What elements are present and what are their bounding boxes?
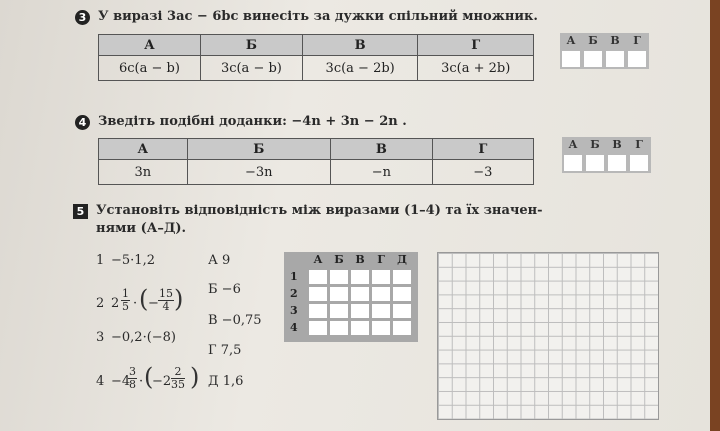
grid-cell-2-3[interactable]	[372, 287, 390, 301]
grid-cell-2-4[interactable]	[393, 287, 411, 301]
q4-option-g: −3	[432, 160, 533, 185]
grid-col-a: А	[313, 253, 323, 266]
grid-cell-1-1[interactable]	[330, 270, 348, 284]
expression-2-open-paren: (	[139, 285, 149, 313]
question-5-text-line2: нями (А–Д).	[96, 221, 187, 236]
question-5-matching-grid	[284, 252, 418, 342]
grid-cell-4-0[interactable]	[309, 321, 327, 335]
expression-2-whole: 2	[111, 296, 120, 311]
grid-cell-4-3[interactable]	[372, 321, 390, 335]
expression-2-number: 2	[96, 296, 105, 311]
question-4-text: Зведіть подібні доданки: −4n + 3n − 2n .	[98, 114, 407, 129]
q3-option-a: 6c(a − b)	[99, 56, 201, 81]
expression-4-number: 4	[96, 374, 105, 389]
value-v: В −0,75	[208, 313, 262, 328]
grid-cell-1-0[interactable]	[309, 270, 327, 284]
expression-2-fraction-2	[158, 288, 174, 313]
q4-header-b: Б	[187, 139, 330, 160]
question-3-answer-grid	[560, 33, 649, 69]
q3-header-v: В	[302, 35, 418, 56]
grid-row-2: 2	[290, 287, 298, 300]
expression-4-numerator-1: 3	[129, 365, 136, 378]
value-g: Г 7,5	[208, 343, 242, 358]
q4-answer-label-v: В	[612, 138, 622, 151]
expression-3-number: 3	[96, 330, 105, 345]
grid-cell-2-0[interactable]	[309, 287, 327, 301]
grid-col-d: Д	[397, 253, 407, 266]
question-5-text-line1: Установіть відповідність між виразами (1–4) та їх значен-	[96, 203, 543, 218]
expression-2-fraction-1	[121, 288, 130, 313]
grid-cell-4-4[interactable]	[393, 321, 411, 335]
grid-cell-3-2[interactable]	[351, 304, 369, 318]
expression-2-close-paren: )	[174, 285, 184, 313]
q3-option-b: 3c(a − b)	[200, 56, 302, 81]
expression-1: −5·1,2	[111, 253, 155, 268]
grid-cell-3-1[interactable]	[330, 304, 348, 318]
q4-answer-box-b[interactable]	[586, 155, 604, 171]
expression-4-whole-2: −2	[152, 374, 172, 389]
value-b: Б −6	[208, 282, 241, 297]
expression-4-dot: ·	[139, 374, 144, 389]
expression-2-denominator-2: 4	[162, 300, 170, 313]
expression-2-numerator-1: 1	[122, 287, 129, 300]
expression-4-open-paren: (	[144, 363, 154, 391]
q4-answer-label-b: Б	[590, 138, 600, 151]
expression-2-minus: −	[148, 296, 159, 311]
grid-cell-2-2[interactable]	[351, 287, 369, 301]
grid-cell-1-3[interactable]	[372, 270, 390, 284]
grid-row-1: 1	[290, 270, 298, 283]
expression-2-denominator-1: 5	[122, 300, 129, 313]
q4-answer-label-a: А	[568, 138, 578, 151]
question-4-options-table	[98, 138, 534, 185]
grid-col-g: Г	[377, 253, 385, 266]
q3-answer-box-v[interactable]	[606, 51, 624, 67]
q3-option-v: 3c(a − 2b)	[302, 56, 418, 81]
q4-answer-box-g[interactable]	[630, 155, 648, 171]
grid-row-3: 3	[290, 304, 298, 317]
q3-answer-box-a[interactable]	[562, 51, 580, 67]
grid-cell-4-2[interactable]	[351, 321, 369, 335]
q4-option-a: 3n	[99, 160, 188, 185]
q3-answer-box-b[interactable]	[584, 51, 602, 67]
value-a: А 9	[208, 253, 231, 268]
grid-cell-1-4[interactable]	[393, 270, 411, 284]
question-4-answer-grid	[562, 137, 651, 173]
expression-4-numerator-2: 2	[171, 366, 185, 379]
q3-answer-label-g: Г	[633, 34, 641, 47]
grid-cell-2-1[interactable]	[330, 287, 348, 301]
q4-option-b: −3n	[187, 160, 330, 185]
expression-4-fraction-1	[128, 366, 137, 391]
grid-cell-3-0[interactable]	[309, 304, 327, 318]
graph-paper-area[interactable]	[437, 252, 659, 420]
q4-answer-box-v[interactable]	[608, 155, 626, 171]
expression-3: −0,2·(−8)	[111, 330, 177, 345]
q4-answer-label-g: Г	[635, 138, 643, 151]
q3-option-g: 3c(a + 2b)	[418, 56, 534, 81]
q3-answer-label-a: А	[566, 34, 576, 47]
question-3-number: 3	[75, 10, 90, 25]
grid-cell-1-2[interactable]	[351, 270, 369, 284]
expression-4-denominator-1: 8	[129, 378, 136, 391]
grid-col-v: В	[355, 253, 365, 266]
expression-4-close-paren: )	[190, 363, 200, 391]
expression-2-dot: ·	[133, 296, 138, 311]
q3-header-b: Б	[200, 35, 302, 56]
value-d: Д 1,6	[208, 374, 244, 389]
q3-header-a: А	[99, 35, 201, 56]
q4-header-a: А	[99, 139, 188, 160]
q4-header-g: Г	[432, 139, 533, 160]
expression-4-denominator-2: 35	[171, 378, 185, 391]
q4-answer-box-a[interactable]	[564, 155, 582, 171]
expression-1-number: 1	[96, 253, 105, 268]
question-5-number: 5	[73, 204, 88, 219]
q3-answer-label-b: Б	[588, 34, 598, 47]
question-3-text: У виразі 3ac − 6bc винесіть за дужки спільний множник.	[98, 9, 538, 24]
page-edge	[710, 0, 720, 431]
question-3-options-table	[98, 34, 534, 81]
q4-option-v: −n	[330, 160, 432, 185]
q3-answer-label-v: В	[610, 34, 620, 47]
grid-cell-3-4[interactable]	[393, 304, 411, 318]
expression-4-fraction-2	[171, 366, 185, 391]
q3-answer-box-g[interactable]	[628, 51, 646, 67]
expression-2-numerator-2: 15	[159, 287, 173, 300]
q4-header-v: В	[330, 139, 432, 160]
question-4-number: 4	[75, 115, 90, 130]
expression-4-whole: −4	[111, 374, 131, 389]
grid-cell-4-1[interactable]	[330, 321, 348, 335]
grid-cell-3-3[interactable]	[372, 304, 390, 318]
q3-header-g: Г	[418, 35, 534, 56]
grid-col-b: Б	[334, 253, 344, 266]
grid-row-4: 4	[290, 321, 298, 334]
